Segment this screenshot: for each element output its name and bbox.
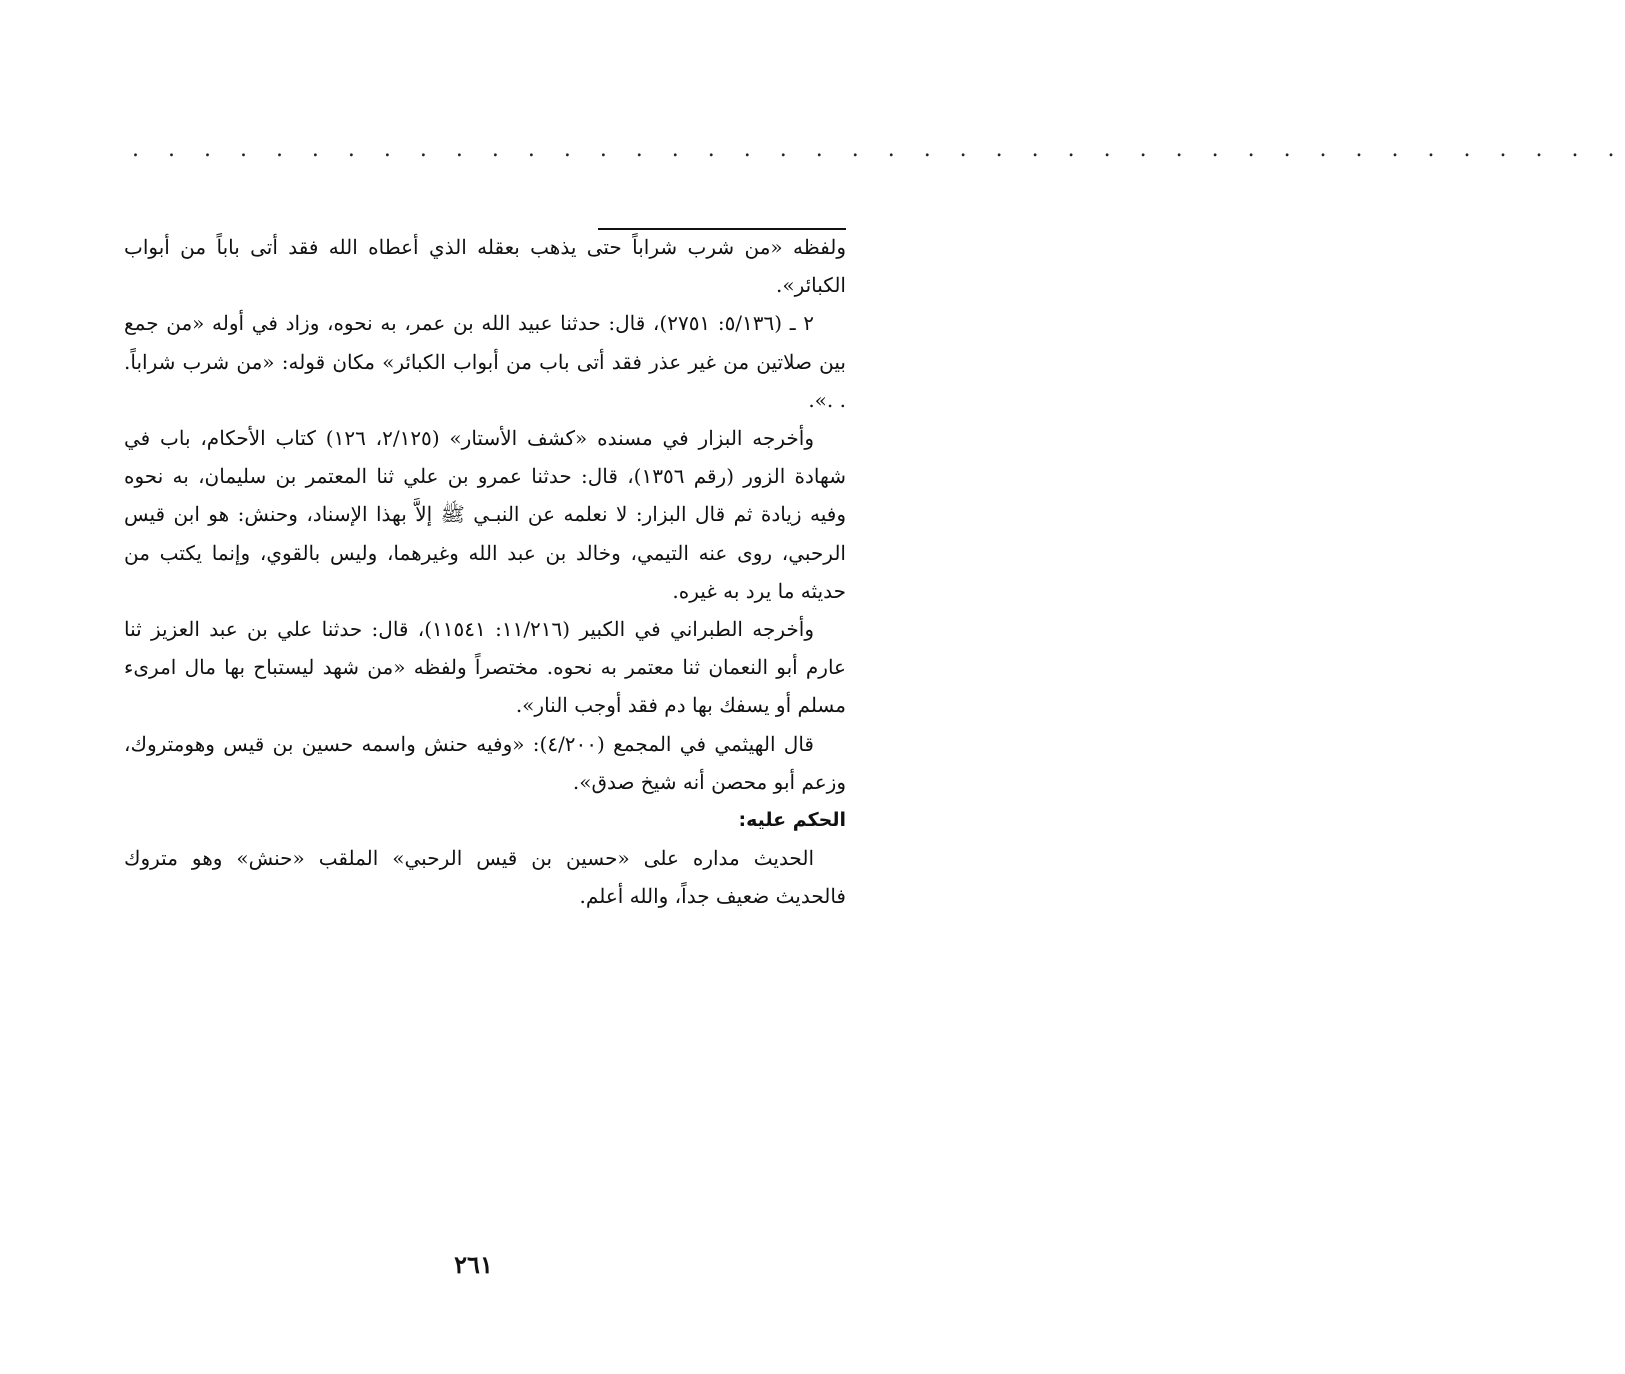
dotted-separator: . . . . . . . . . . . . . . . . . . . . . . . . . . . . . . . . . . . . . . . . . . (132, 137, 1625, 162)
paragraph-wording: ولفظه «من شرب شراباً حتى يذهب بعقله الذي أعطاه الله فقد أتى باباً من أبواب الكبائر». (124, 235, 846, 298)
ruling-heading: الحكم عليه: (738, 809, 846, 832)
paragraph-bazzar: وأخرجه البزار في مسنده «كشف الأستار» (٢/١٢٥، ١٢٦) كتاب الأحكام، باب في شهادة الزور (رقم ١٣٥٦)، قال: حدثنا عمرو بن علي ثنا المعتمر بن سليمان، به نحوه وفيه زيادة ثم قال البزار: لا نعلمه عن النبـي ﷺ إلاَّ بهذا الإسناد، وحنش: هو ابن قيس الرحبي، روى عنه التيمي، وخالد بن عبد الله وغيرهما، وليس بالقوي، وإنما يكتب من حديثه ما يرد به غيره. (124, 426, 846, 603)
page-number: ٢٦١ (454, 1250, 493, 1279)
paragraph-second-narration: ٢ ـ (٥/١٣٦: ٢٧٥١)، قال: حدثنا عبيد الله بن عمر، به نحوه، وزاد في أوله «من جمع بين صلاتين من غير عذر فقد أتى باب من أبواب الكبائر» مكان قوله: «من شرب شراباً. . .». (124, 311, 846, 412)
ruling-text: الحديث مداره على «حسين بن قيس الرحبي» الملقب «حنش» وهو متروك فالحديث ضعيف جداً، والله أعلم. (124, 846, 846, 909)
page-body (124, 228, 846, 916)
paragraph-tabarani: وأخرجه الطبراني في الكبير (١١/٢١٦: ١١٥٤١)، قال: حدثنا علي بن عبد العزيز ثنا عارم أبو النعمان ثنا معتمر به نحوه. مختصراً ولفظه «من شهد ليستباح بها مال امرىء مسلم أو يسفك بها دم فقد أوجب النار». (124, 617, 846, 718)
paragraph-haythami: قال الهيثمي في المجمع (٤/٢٠٠): «وفيه حنش واسمه حسين بن قيس وهومتروك، وزعم أبو محصن أنه شيخ صدق». (124, 731, 846, 794)
